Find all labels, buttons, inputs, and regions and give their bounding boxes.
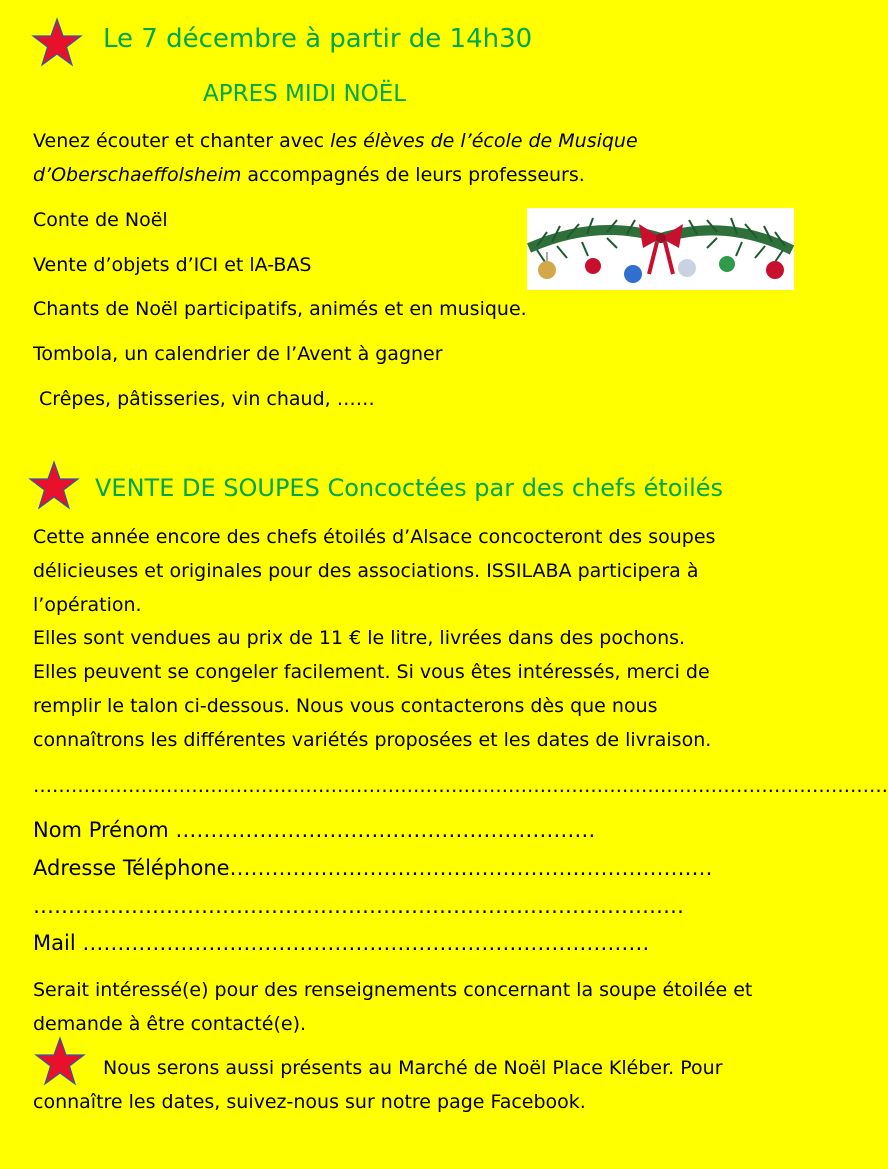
intro-school: les élèves de l’école de Musique [330, 130, 638, 152]
interest-line: Serait intéressé(e) pour des renseignements concernant la soupe étoilée et [33, 979, 753, 1001]
intro-line-2 [33, 158, 585, 192]
list-item: Chants de Noël participatifs, animés et en musique. [33, 298, 527, 320]
intro-text: Venez écouter et chanter avec [33, 130, 331, 152]
form-blank-field: ………………………………………………………………………………… [33, 894, 684, 918]
paragraph-line: remplir le talon ci-dessous. Nous vous contacterons dès que nous [33, 695, 658, 717]
garland-icon [527, 208, 794, 290]
list-item: Conte de Noël [33, 209, 168, 231]
event-title: APRES MIDI NOËL [203, 81, 407, 107]
intro-line-1 [33, 124, 638, 158]
list-item: Crêpes, pâtisseries, vin chaud, …… [33, 388, 375, 410]
cut-line: ……………………………………………………………………………………………………………………… [33, 775, 888, 797]
list-item: Tombola, un calendrier de l’Avent à gagner [33, 343, 443, 365]
form-name-field: Nom Prénom …………………………………………………… [33, 818, 596, 842]
interest-line: demande à être contacté(e). [33, 1013, 307, 1035]
paragraph-line: l’opération. [33, 594, 142, 616]
footer-line: connaître les dates, suivez-nous sur notre page Facebook. [33, 1091, 586, 1113]
red-star-icon [28, 460, 80, 512]
event-date-line: Le 7 décembre à partir de 14h30 [103, 24, 533, 54]
soup-section-title: VENTE DE SOUPES Concoctées par des chefs étoilés [95, 474, 724, 502]
christmas-garland-image [527, 208, 794, 290]
form-address-field: Adresse Téléphone…………………………………………………………… [33, 856, 713, 880]
red-star-icon [31, 17, 83, 69]
paragraph-line: délicieuses et originales pour des associations. ISSILABA participera à [33, 560, 699, 582]
intro-town: d’Oberschaeffolsheim [33, 164, 242, 186]
red-star-icon [34, 1036, 86, 1088]
form-mail-field: Mail ……………………………………………………………………… [33, 931, 650, 955]
intro-text: accompagnés de leurs professeurs. [241, 164, 585, 186]
list-item: Vente d’objets d’ICI et lA-BAS [33, 254, 312, 276]
paragraph-line: connaîtrons les différentes variétés proposées et les dates de livraison. [33, 729, 712, 751]
footer-line: Nous serons aussi présents au Marché de Noël Place Kléber. Pour [103, 1057, 723, 1079]
paragraph-line: Elles peuvent se congeler facilement. Si vous êtes intéressés, merci de [33, 661, 710, 683]
paragraph-line: Cette année encore des chefs étoilés d’Alsace concocteront des soupes [33, 526, 716, 548]
paragraph-line: Elles sont vendues au prix de 11 € le litre, livrées dans des pochons. [33, 627, 686, 649]
